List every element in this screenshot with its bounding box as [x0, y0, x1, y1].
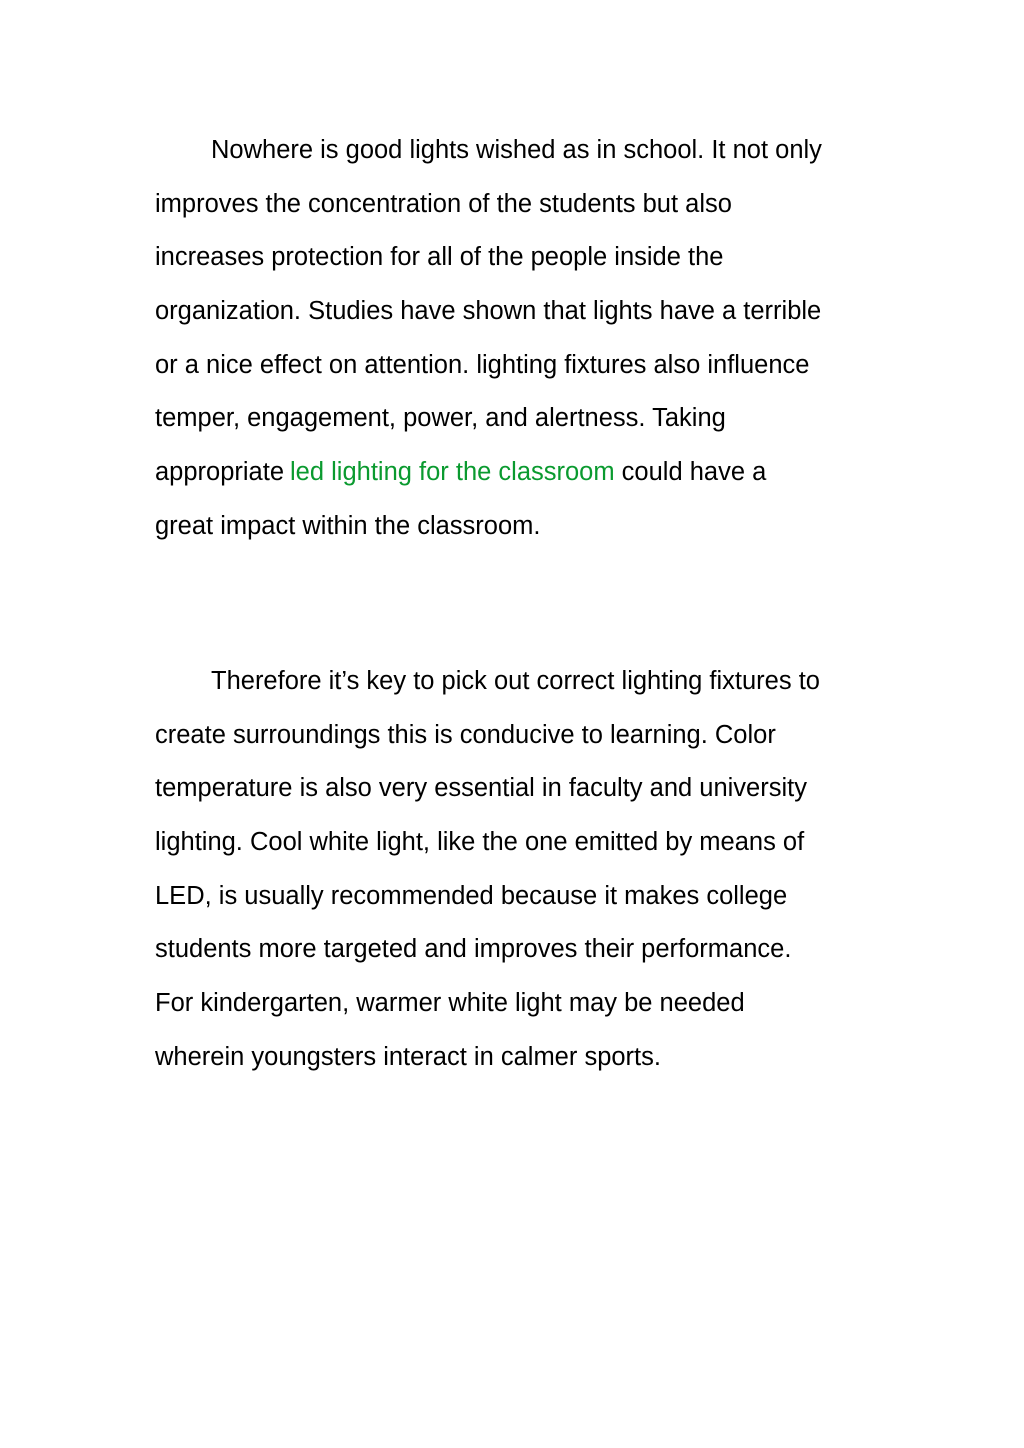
paragraph-line-with-link [155, 446, 885, 500]
paragraph-color-temperature [155, 655, 885, 1085]
paragraph-line: increases protection for all of the people inside the [155, 243, 724, 272]
paragraph-line: temperature is also very essential in faculty and university [155, 774, 807, 803]
paragraph-line: temper, engagement, power, and alertness. Taking [155, 404, 726, 433]
line-text-after-link: could have a [614, 458, 767, 487]
paragraph-line: LED, is usually recommended because it makes college [155, 881, 788, 910]
paragraph-line: great impact within the classroom. [155, 511, 541, 540]
paragraph-line: organization. Studies have shown that lights have a terrible [155, 297, 822, 326]
paragraph-line: students more targeted and improves their performance. [155, 935, 792, 964]
paragraph-line: Therefore it’s key to pick out correct lighting fixtures to [211, 667, 820, 695]
line-text-before-link: appropriate [155, 458, 285, 487]
classroom-lighting-link[interactable]: led lighting for the classroom [290, 458, 615, 487]
paragraph-line: For kindergarten, warmer white light may be needed [155, 989, 745, 1018]
paragraph-line: Nowhere is good lights wished as in school. It not only [211, 136, 822, 164]
paragraph-intro [155, 124, 885, 554]
paragraph-line: lighting. Cool white light, like the one emitted by means of [155, 828, 805, 857]
paragraph-line: wherein youngsters interact in calmer sports. [155, 1042, 661, 1071]
paragraph-line: improves the concentration of the students but also [155, 189, 732, 218]
paragraph-line: or a nice effect on attention. lighting fixtures also influence [155, 350, 810, 379]
paragraph-line: create surroundings this is conducive to learning. Color [155, 720, 776, 749]
